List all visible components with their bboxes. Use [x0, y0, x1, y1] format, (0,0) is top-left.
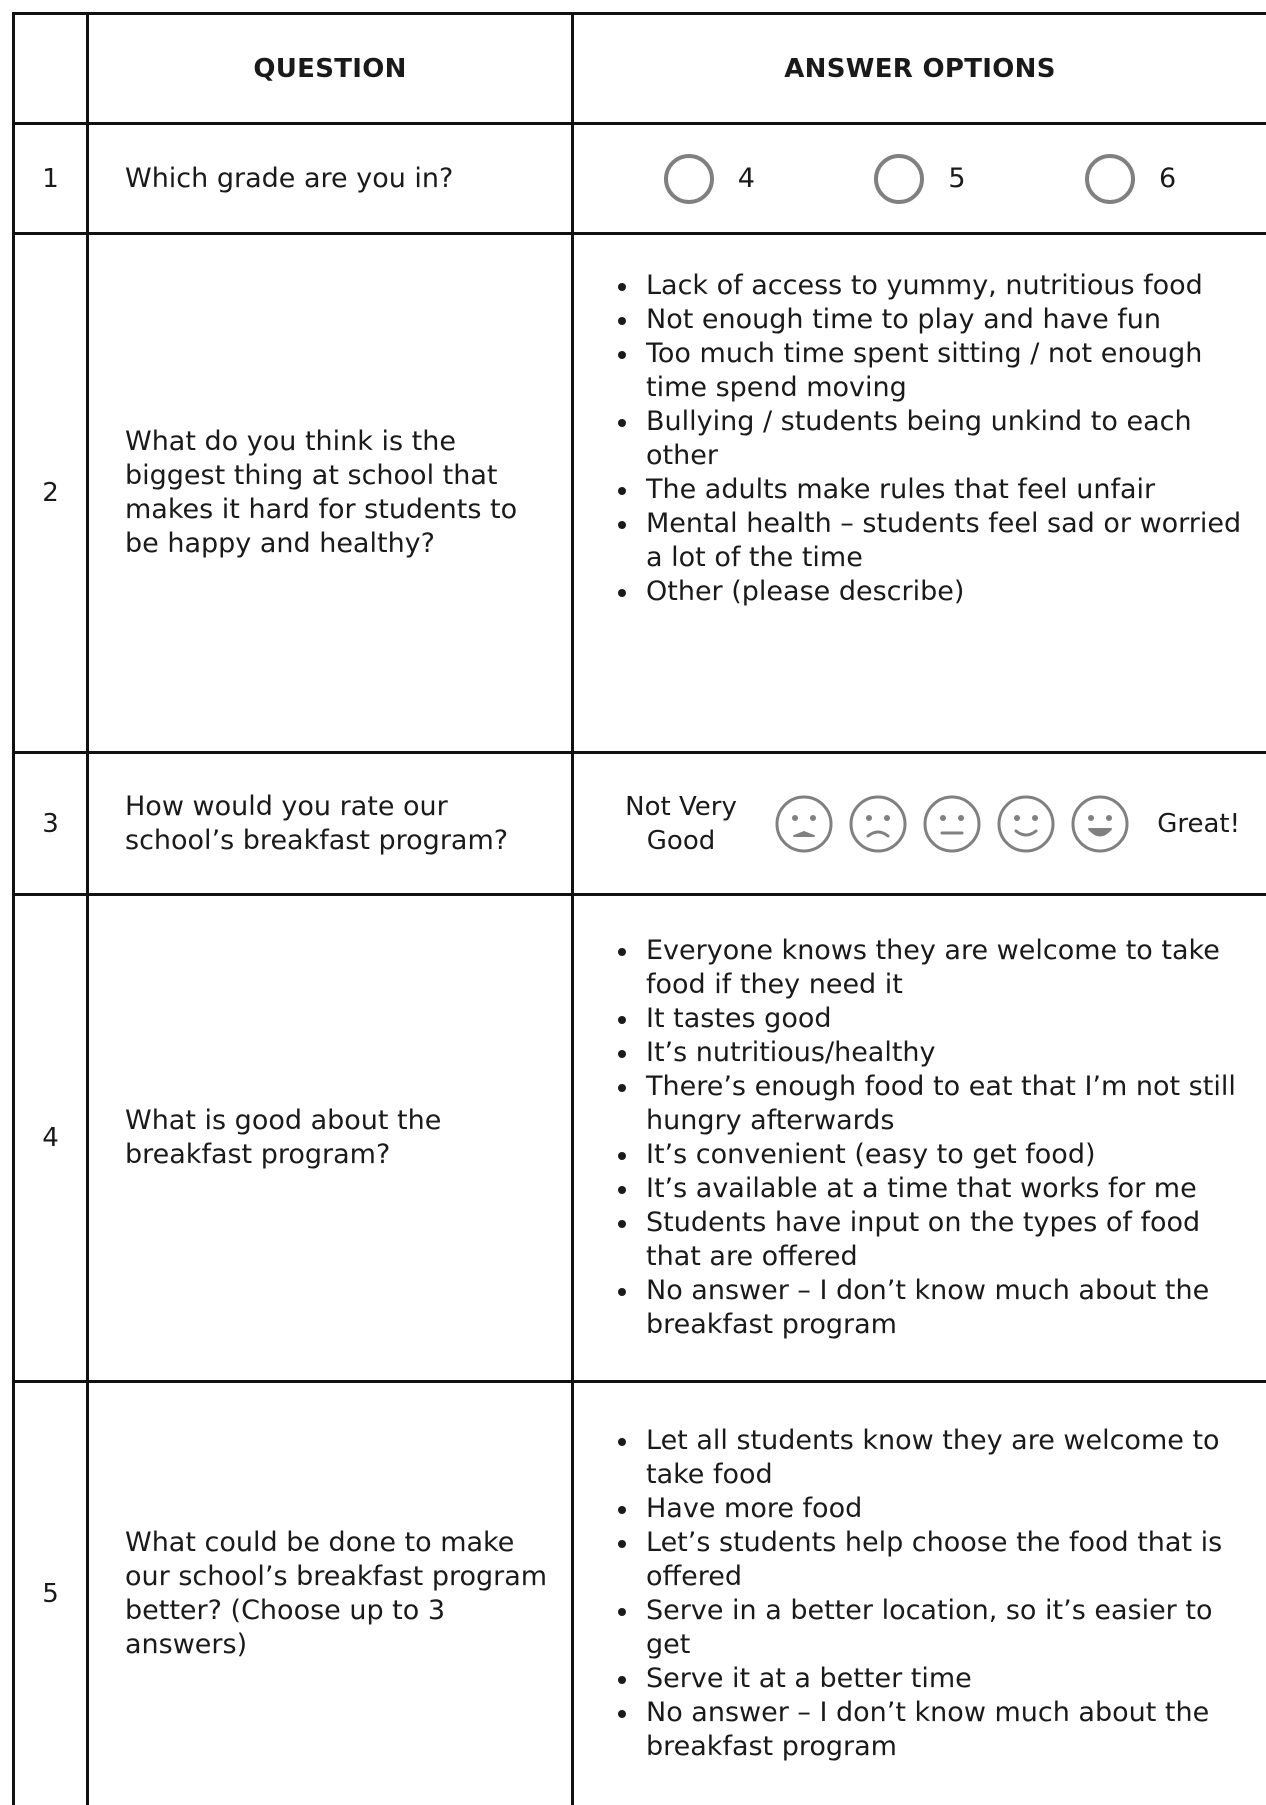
question-text: What do you think is the biggest thing at school that makes it hard for students to be happy and healthy?	[125, 426, 518, 559]
neutral-face-icon[interactable]	[922, 794, 982, 854]
list-item: Let all students know they are welcome to take food	[614, 1424, 1256, 1492]
question-text: What could be done to make our school’s breakfast program better? (Choose up to 3 answers)	[125, 1527, 548, 1660]
list-item: It’s convenient (easy to get food)	[614, 1138, 1256, 1172]
smile-face-icon[interactable]	[996, 794, 1056, 854]
rating-high-label: Great!	[1157, 808, 1240, 839]
list-item: Not enough time to play and have fun	[614, 303, 1256, 337]
list-item: Lack of access to yummy, nutritious food	[614, 269, 1256, 303]
question-text: What is good about the breakfast program?	[125, 1105, 442, 1170]
header-question: QUESTION	[253, 53, 407, 84]
rating-low-label: Not Very Good	[625, 791, 737, 856]
radio-option-grade-6[interactable]	[1085, 154, 1176, 204]
radio-option-grade-5[interactable]	[874, 154, 965, 204]
list-item: Everyone knows they are welcome to take food if they need it	[614, 934, 1256, 1002]
list-item: Other (please describe)	[614, 575, 1256, 609]
list-item: The adults make rules that feel unfair	[614, 473, 1256, 507]
sad-face-icon[interactable]	[848, 794, 908, 854]
list-item: Serve it at a better time	[614, 1662, 1256, 1696]
list-item: Serve in a better location, so it’s easier to get	[614, 1594, 1256, 1662]
list-item: There’s enough food to eat that I’m not still hungry afterwards	[614, 1070, 1256, 1138]
radio-button[interactable]	[1085, 154, 1135, 204]
radio-button[interactable]	[874, 154, 924, 204]
row-number: 1	[42, 163, 59, 194]
row-number: 4	[42, 1123, 59, 1153]
list-item: No answer – I don’t know much about the breakfast program	[614, 1274, 1256, 1342]
list-item: Mental health – students feel sad or worried a lot of the time	[614, 507, 1256, 575]
list-item: It’s nutritious/healthy	[614, 1036, 1256, 1070]
very-sad-face-icon[interactable]	[774, 794, 834, 854]
question-text: How would you rate our school’s breakfast program?	[125, 790, 509, 856]
list-item: Bullying / students being unkind to each other	[614, 405, 1256, 473]
answer-options-list	[574, 235, 1266, 751]
row-number: 2	[42, 478, 59, 508]
grade-radio-group	[574, 125, 1266, 232]
radio-label: 6	[1159, 163, 1177, 194]
list-item: No answer – I don’t know much about the breakfast program	[614, 1696, 1256, 1764]
happy-face-icon[interactable]	[1070, 794, 1130, 854]
rating-scale	[574, 754, 1266, 893]
radio-label: 5	[948, 163, 966, 194]
list-item: Let’s students help choose the food that is offered	[614, 1526, 1256, 1594]
radio-label: 4	[737, 163, 755, 194]
list-item: Too much time spent sitting / not enough time spend moving	[614, 337, 1256, 405]
list-item: Have more food	[614, 1492, 1256, 1526]
row-number: 3	[42, 808, 59, 839]
question-text: Which grade are you in?	[125, 162, 454, 194]
header-answer-options: ANSWER OPTIONS	[784, 53, 1056, 84]
answer-options-list	[574, 896, 1266, 1380]
radio-button[interactable]	[664, 154, 714, 204]
list-item: Students have input on the types of food that are offered	[614, 1206, 1256, 1274]
list-item: It’s available at a time that works for me	[614, 1172, 1256, 1206]
answer-options-list	[574, 1383, 1266, 1805]
list-item: It tastes good	[614, 1002, 1256, 1036]
row-number: 5	[42, 1579, 59, 1609]
radio-option-grade-4[interactable]	[664, 154, 755, 204]
